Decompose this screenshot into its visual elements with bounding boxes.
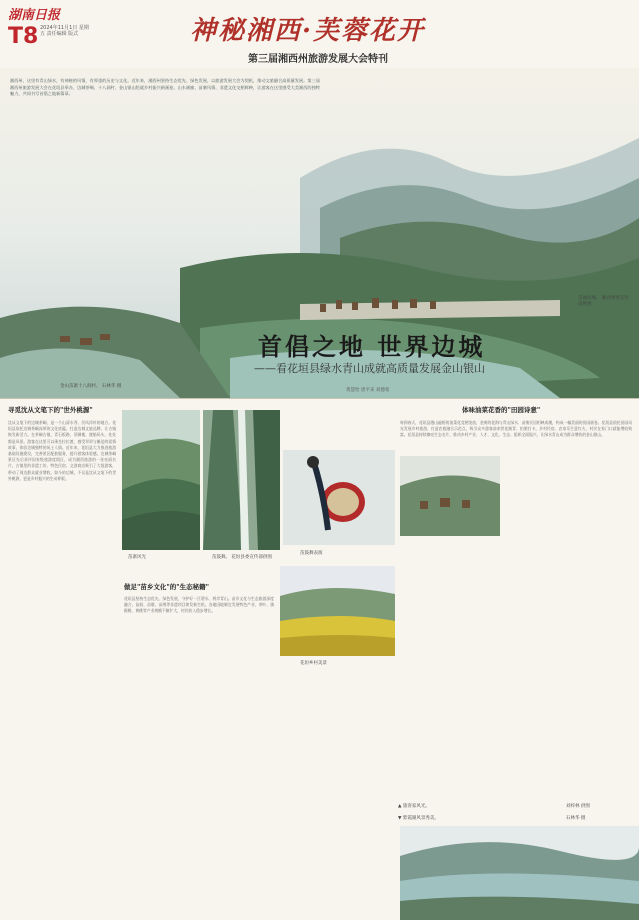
legend-1: ▲ 旅客家风光。 [398,804,430,809]
column1-heading: 寻觅沈从文笔下的"世外桃源" [8,406,93,414]
sub-headline: ——看花垣县绿水青山成就高质量发展金山银山 [254,362,485,375]
column1-text: 沈从文笔下的边城茶峒，是一个山清水秀、民风淳朴的地方。花垣县依托边城茶峒深厚的文化底蕴，打造边城文旅品牌，让古镇焕发新活力。在茶峒古镇，青石板路、吊脚楼、渡船码头，处处都是风景。游客在这里可以乘坐拉拉渡，感受翠翠与傩送的爱情故事，体验边城独特的风土人情。近年来，花垣县大力推进旅游基础设施建设，完善景区配套服务，提升游客体验感。边城茶峒景区先后获评国家级旅游度假区，成为湘西旅游的一张亮丽名片。古镇里的非遗工坊、特色民宿、文创商店吸引了大批游客，带动了周边群众就业增收。如今的边城，不仅是沈从文笔下的世外桃源，更是乡村振兴的生动样板。 [8,420,116,481]
photo-village [400,456,500,536]
caption-drum: 苗鼓舞表演 [300,551,323,556]
credit-2: 石林华 摄 [566,816,586,821]
byline: 黄慧怡 唐平来 刘德希 [346,388,390,393]
column3-text: 每到春天，花垣县漫山遍野的油菜花竞相绽放，金黄的花海与青山绿水、苗寨民居相映成趣，构成一幅美丽的田园画卷。花垣县依托田园风光发展乡村旅游，打造农旅融合示范点，吸引众多游客前来赏花踏青、拍照打卡。乡村民宿、农家乐生意红火，村民在家门口就能增收致富。花垣县持续擦亮生态名片，推动乡村产业、人才、文化、生态、组织全面振兴，让绿水青山成为群众增收的金山银山。 [400,420,632,438]
main-headline: 首倡之地 世界边城 [258,332,486,361]
page-number: T8 [8,24,39,49]
paper-name: 湖南日报 [8,8,61,23]
intro-text: 湘西州，这里有青山绿水，有神秘的风情，有厚重的历史与文化。近年来，湘西州坚持生态优先、绿色发展，以旅游发展大会为契机，推动文旅融合高质量发展。第三届湘西州旅游发展大会在花垣县举办，边城茶峒、十八洞村、金山银山绘就乡村振兴新画卷。山水画廊、苗寨风情、非遗文化交相辉映，让游客在这里感受大美湘西的独特魅力，共同书写首倡之地新篇章。 [10,78,320,96]
caption-terraces: 苗寨风光 [128,555,146,560]
date-line: 2024年11月1日 星期五 责任编辑 版式 [40,25,89,37]
caption-fields: 花垣乡村美景 [300,661,327,666]
column3-heading: 体味油菜花香的"田园诗意" [462,406,541,414]
photo-flower-fields [280,566,395,656]
caption-dance: 苗鼓舞。 花垣县委宣传部供图 [212,555,272,560]
special-issue-subtitle: 第三届湘西州旅游发展大会特刊 [248,54,388,65]
photo-lake [400,826,639,920]
divider [0,398,639,399]
legend-2: ▼ 紫霞湖风景秀美。 [398,816,439,821]
photo-drum-performer [283,450,395,545]
photo-terraces [122,410,200,550]
special-issue-title: 神秘湘西·芙蓉花开 [190,16,426,46]
column2-heading: 做足"苗乡文化"的"生态秘籍" [124,583,210,591]
caption-biancheng: 美丽边城。 湘西州委宣传部供图 [578,296,629,307]
credit-1: 刘梓林 供图 [566,804,590,809]
photo-waterfall [203,410,280,550]
column2-text: 花垣县坚持生态优先、绿色发展，守护好一江碧水、两岸青山。苗乡文化与生态旅游深度融合，苗鼓、苗歌、苗绣等非遗项目焕发新生机。各地因地制宜发展特色产业，茶叶、猕猴桃、黄桃等产业规模不断扩大，村民收入稳步增长。 [124,596,274,614]
caption-village: 金山苗寨十八洞村。 石林华 摄 [60,384,122,389]
